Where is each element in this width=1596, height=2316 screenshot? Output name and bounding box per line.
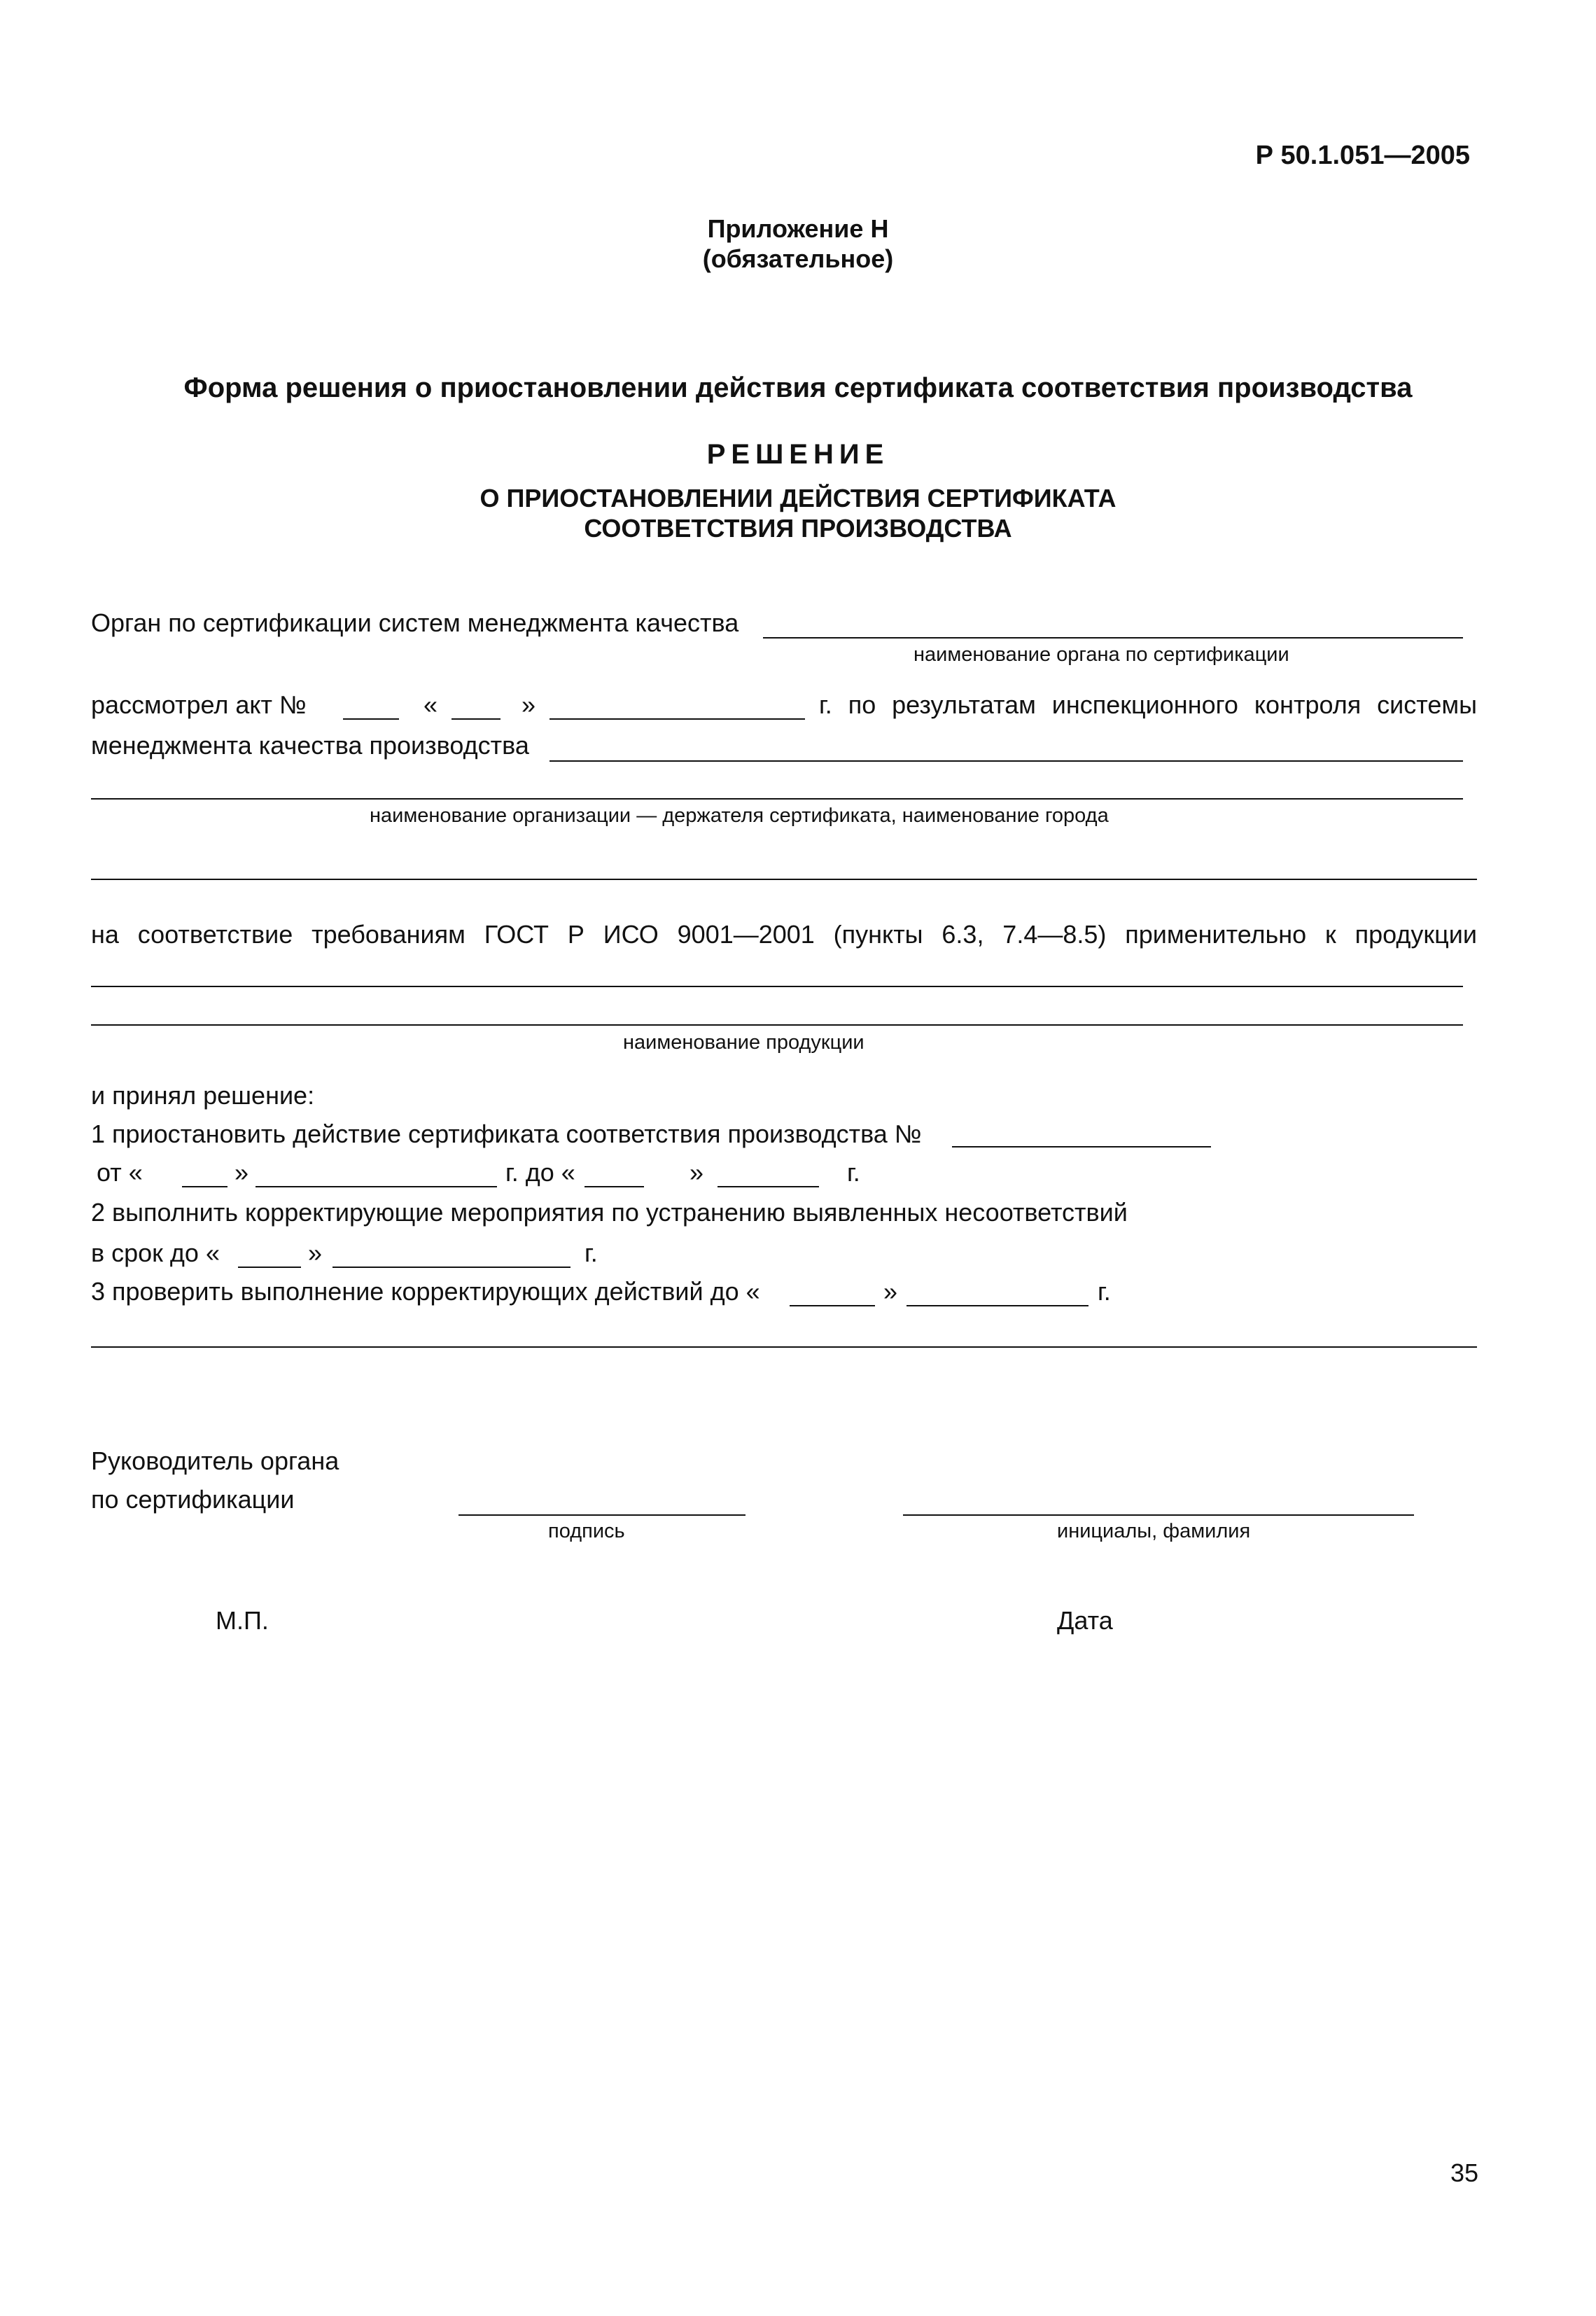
act-quote-open: « — [424, 690, 438, 719]
certificate-number-field[interactable] — [952, 1146, 1211, 1147]
item-3-month-year-field[interactable] — [906, 1305, 1088, 1306]
signature-field[interactable] — [458, 1514, 746, 1516]
head-label-1: Руководитель органа — [91, 1446, 340, 1475]
act-year-text: г. по результатам инспекционного контроля системы — [819, 690, 1477, 719]
decision-intro: и принял решение: — [91, 1081, 315, 1110]
organ-caption: наименование органа по сертификации — [913, 643, 1289, 666]
item-1-to-day-field[interactable] — [584, 1186, 644, 1187]
item-2-text: 2 выполнить корректирующие мероприятия по устранению выявленных несоответствий — [91, 1198, 1128, 1227]
item-3-quote-close: » — [883, 1277, 898, 1306]
document-number: Р 50.1.051—2005 — [1255, 141, 1470, 170]
product-caption: наименование продукции — [623, 1031, 864, 1054]
signature-caption: подпись — [548, 1520, 625, 1542]
additional-notes-field[interactable] — [91, 1346, 1477, 1348]
form-title: Форма решения о приостановлении действия сертификата соответствия производства — [183, 372, 1413, 403]
act-month-year-field[interactable] — [550, 718, 805, 720]
item-3-year: г. — [1098, 1277, 1111, 1306]
item-3-text: 3 проверить выполнение корректирующих действий до « — [91, 1277, 760, 1306]
item-2-deadline: в срок до « — [91, 1239, 220, 1267]
name-field[interactable] — [903, 1514, 1414, 1516]
seal-label: М.П. — [216, 1606, 269, 1635]
qms-label: менеджмента качества производства — [91, 731, 529, 760]
item-1-year: г. — [847, 1158, 860, 1187]
item-1-from: от « — [97, 1158, 143, 1187]
organization-continuation-field[interactable] — [91, 798, 1463, 800]
organ-label: Орган по сертификации систем менеджмента качества — [91, 608, 739, 637]
item-1-to-month-field[interactable] — [718, 1186, 819, 1187]
organization-extra-field[interactable] — [91, 879, 1477, 880]
item-3-day-field[interactable] — [790, 1305, 875, 1306]
organ-name-field[interactable] — [763, 637, 1463, 639]
item-1-year-to: г. до « — [505, 1158, 575, 1187]
item-1-from-quote-close: » — [234, 1158, 249, 1187]
date-label: Дата — [1057, 1606, 1113, 1635]
name-caption: инициалы, фамилия — [1057, 1520, 1251, 1542]
act-quote-close: » — [522, 690, 536, 719]
product-field-2[interactable] — [91, 1024, 1463, 1026]
item-2-month-year-field[interactable] — [332, 1267, 570, 1268]
act-reviewed-label: рассмотрел акт № — [91, 690, 307, 719]
item-2-year: г. — [584, 1239, 598, 1267]
organization-caption: наименование организации — держателя сертификата, наименование города — [370, 804, 1109, 827]
appendix-title: Приложение Н — [707, 214, 889, 243]
act-day-field[interactable] — [451, 718, 500, 720]
qms-organization-field[interactable] — [550, 760, 1463, 762]
head-label-2: по сертификации — [91, 1485, 295, 1514]
product-field-1[interactable] — [91, 986, 1463, 987]
appendix-status: (обязательное) — [702, 244, 894, 273]
decision-heading: РЕШЕНИЕ — [706, 439, 890, 470]
item-2-quote-close: » — [308, 1239, 323, 1267]
item-1-to-quote-close: » — [690, 1158, 704, 1187]
decision-subheading-2: СООТВЕТСТВИЯ ПРОИЗВОДСТВА — [584, 514, 1012, 543]
item-1-from-month-field[interactable] — [255, 1186, 497, 1187]
page-number: 35 — [1450, 2158, 1478, 2187]
act-number-field[interactable] — [343, 718, 399, 720]
compliance-text: на соответствие требованиям ГОСТ Р ИСО 9001—2001 (пункты 6.3, 7.4—8.5) применительно к продукции — [91, 920, 1477, 949]
decision-subheading-1: О ПРИОСТАНОВЛЕНИИ ДЕЙСТВИЯ СЕРТИФИКАТА — [479, 484, 1116, 512]
item-1-from-day-field[interactable] — [182, 1186, 227, 1187]
item-1-text: 1 приостановить действие сертификата соответствия производства № — [91, 1119, 922, 1148]
item-2-day-field[interactable] — [238, 1267, 301, 1268]
